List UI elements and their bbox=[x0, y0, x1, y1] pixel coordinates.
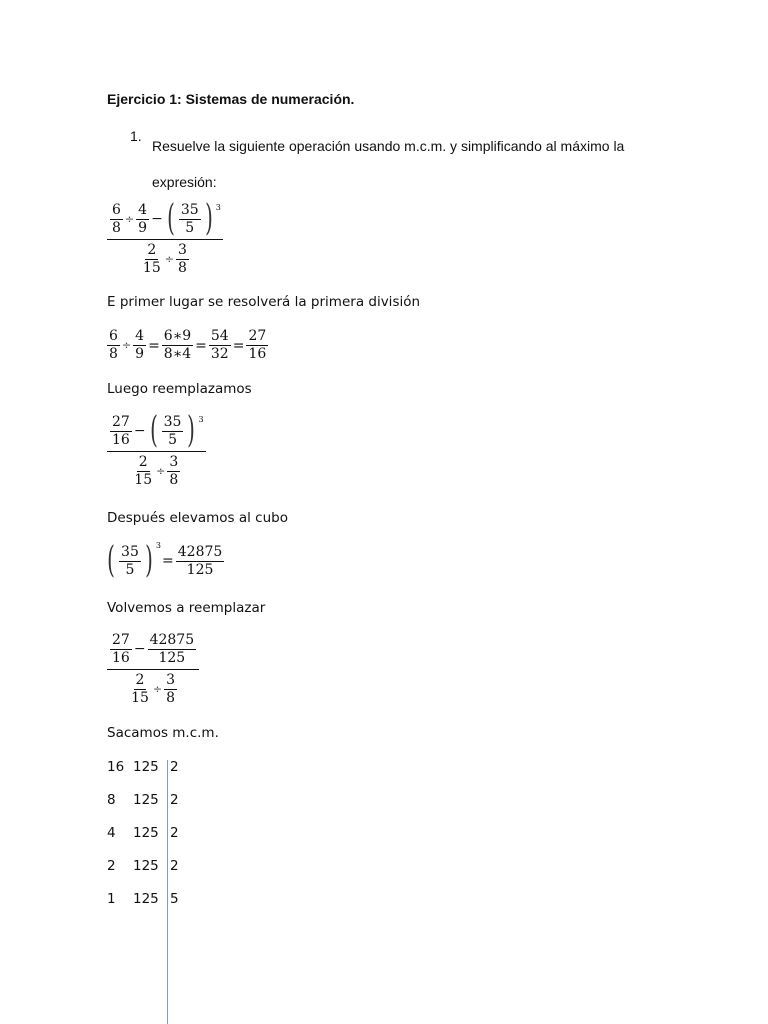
expr-value: 9 bbox=[135, 346, 145, 362]
expr-value: 35 bbox=[163, 413, 182, 430]
expr-value: 8 bbox=[177, 260, 187, 276]
paragraph: Sacamos m.c.m. bbox=[107, 725, 219, 741]
mcm-cell: 2 bbox=[170, 858, 179, 874]
expr-value: 8 bbox=[112, 219, 121, 236]
left-paren: ( bbox=[166, 198, 175, 239]
expr-value: 6 bbox=[112, 201, 121, 218]
expr-value: 16 bbox=[112, 431, 130, 448]
paragraph: Luego reemplazamos bbox=[107, 381, 252, 397]
expr-value: 8∗4 bbox=[163, 346, 192, 362]
mcm-cell: 16 bbox=[107, 759, 125, 775]
list-number: 1. bbox=[130, 128, 142, 144]
expr-value: 6 bbox=[109, 328, 118, 344]
expr-value: 6∗9 bbox=[163, 328, 192, 344]
expr-value: 42875 bbox=[177, 543, 223, 560]
expression-replaced-again bbox=[106, 632, 200, 707]
minus-sign: − bbox=[133, 422, 146, 439]
mcm-cell: 2 bbox=[107, 858, 116, 874]
divide-sign: ÷ bbox=[124, 212, 135, 226]
divide-sign: ÷ bbox=[156, 465, 166, 478]
divide-sign: ÷ bbox=[164, 253, 174, 266]
expression-cube bbox=[104, 540, 225, 581]
expr-value: 54 bbox=[210, 328, 229, 344]
expr-value: 35 bbox=[121, 543, 139, 560]
expr-value: 5 bbox=[168, 431, 177, 448]
expr-value: 4 bbox=[135, 328, 145, 344]
expr-value: 2 bbox=[138, 454, 148, 470]
mcm-divider-line bbox=[167, 760, 168, 1024]
mcm-cell: 125 bbox=[133, 858, 159, 874]
divide-sign: ÷ bbox=[152, 683, 163, 696]
expr-value: 3 bbox=[166, 672, 176, 688]
expr-value: 15 bbox=[142, 260, 161, 276]
mcm-cell: 1 bbox=[107, 891, 116, 907]
minus-sign: − bbox=[151, 210, 163, 227]
expr-value: 16 bbox=[248, 346, 267, 362]
minus-sign: − bbox=[133, 641, 146, 657]
expr-value: 27 bbox=[112, 413, 130, 430]
paragraph: Volvemos a reemplazar bbox=[107, 600, 266, 616]
paragraph: Después elevamos al cubo bbox=[107, 510, 288, 526]
mcm-cell: 5 bbox=[170, 891, 179, 907]
expr-value: 3 bbox=[169, 454, 179, 470]
mcm-cell: 8 bbox=[107, 792, 116, 808]
expr-value: 8 bbox=[166, 690, 176, 706]
left-paren: ( bbox=[149, 410, 158, 451]
expression-division bbox=[106, 328, 269, 363]
expr-value: 2 bbox=[135, 672, 145, 688]
expr-value: 35 bbox=[180, 201, 199, 218]
right-paren: ) bbox=[145, 540, 153, 581]
expression-original bbox=[106, 198, 224, 277]
expr-value: 4 bbox=[138, 201, 148, 218]
equals-sign: = bbox=[232, 337, 245, 354]
expr-value: 5 bbox=[185, 219, 195, 236]
expr-value: 8 bbox=[169, 472, 179, 488]
expr-value: 15 bbox=[134, 472, 153, 488]
expr-value: 27 bbox=[112, 632, 130, 648]
expr-value: 125 bbox=[158, 650, 186, 666]
expr-value: 3 bbox=[177, 242, 187, 258]
equals-sign: = bbox=[148, 337, 160, 354]
mcm-cell: 125 bbox=[133, 891, 159, 907]
exercise-title: Ejercicio 1: Sistemas de numeración. bbox=[107, 91, 355, 107]
mcm-cell: 125 bbox=[133, 825, 159, 841]
mcm-table bbox=[0, 759, 768, 929]
exponent: 3 bbox=[155, 541, 162, 550]
right-paren: ) bbox=[187, 410, 196, 451]
right-paren: ) bbox=[204, 198, 213, 239]
expr-value: 16 bbox=[112, 650, 130, 666]
expression-replaced bbox=[106, 410, 207, 489]
list-item-text: Resuelve la siguiente operación usando m.c.m. y simplificando al máximo la expresión: bbox=[152, 138, 625, 190]
equals-sign: = bbox=[162, 553, 174, 569]
mcm-cell: 2 bbox=[170, 792, 179, 808]
exponent: 3 bbox=[215, 203, 221, 212]
equals-sign: = bbox=[195, 337, 207, 354]
exponent: 3 bbox=[198, 415, 204, 424]
mcm-cell: 125 bbox=[133, 792, 159, 808]
expr-value: 42875 bbox=[149, 632, 195, 648]
divide-sign: ÷ bbox=[121, 339, 132, 352]
mcm-cell: 2 bbox=[170, 825, 179, 841]
mcm-cell: 2 bbox=[170, 759, 179, 775]
mcm-cell: 125 bbox=[133, 759, 159, 775]
expr-value: 5 bbox=[125, 561, 135, 578]
left-paren: ( bbox=[107, 540, 115, 581]
expr-value: 125 bbox=[186, 561, 214, 578]
expr-value: 9 bbox=[138, 219, 148, 236]
paragraph: E primer lugar se resolverá la primera división bbox=[107, 294, 421, 310]
expr-value: 27 bbox=[248, 328, 267, 344]
expr-value: 8 bbox=[109, 346, 118, 362]
expr-value: 15 bbox=[131, 690, 149, 706]
expr-value: 2 bbox=[147, 242, 157, 258]
mcm-cell: 4 bbox=[107, 825, 116, 841]
expr-value: 32 bbox=[210, 346, 229, 362]
